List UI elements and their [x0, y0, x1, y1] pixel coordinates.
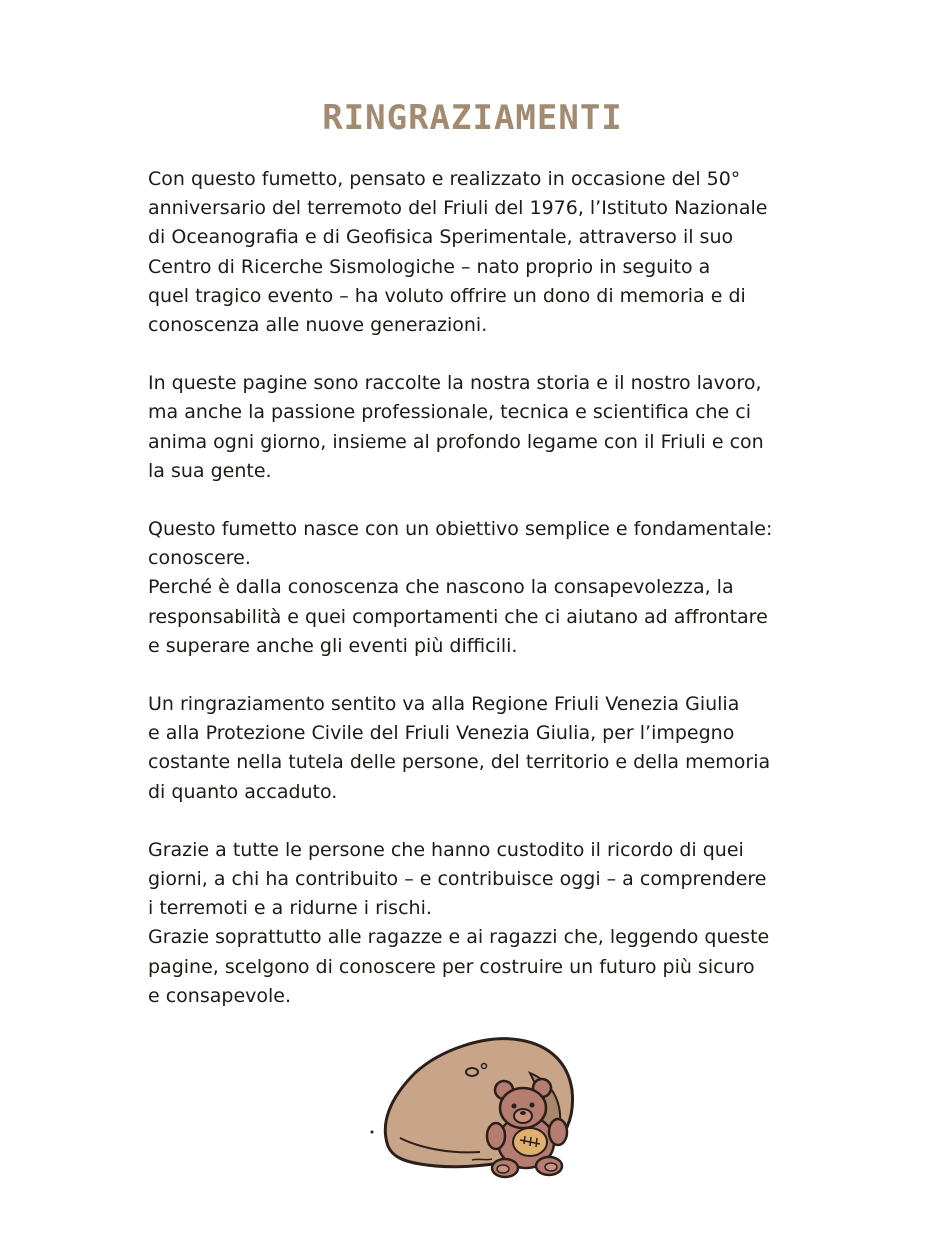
- text-line: In queste pagine sono raccolte la nostra storia e il nostro lavoro,: [148, 372, 762, 395]
- text-line: Grazie a tutte le persone che hanno custodito il ricordo di quei: [148, 838, 744, 861]
- bear-foot-pad-left: [497, 1165, 509, 1173]
- bear-arm-left: [487, 1123, 505, 1149]
- rock-teddy-svg: [360, 1028, 590, 1188]
- text-line: anniversario del terremoto del Friuli del 1976, l’Istituto Nazionale: [148, 197, 768, 220]
- text-line: conoscere.: [148, 547, 251, 570]
- bear-arm-right: [549, 1119, 567, 1145]
- text-line: giorni, a chi ha contribuito – e contribuisce oggi – a comprendere: [148, 868, 767, 891]
- text-line: Centro di Ricerche Sismologiche – nato proprio in seguito a: [148, 255, 711, 278]
- page-title: RINGRAZIAMENTI: [322, 98, 623, 138]
- ground-line: [472, 1159, 492, 1160]
- paragraph-4: [148, 690, 800, 807]
- text-line: Con questo fumetto, pensato e realizzato in occasione del 50°: [148, 168, 741, 190]
- paragraph-5: [148, 836, 800, 1011]
- text-line: costante nella tutela delle persone, del territorio e della memoria: [148, 751, 771, 774]
- text-line: responsabilità e quei comportamenti che ci aiutano ad affrontare: [148, 605, 768, 628]
- rock-with-teddy-bear-illustration: [360, 1028, 590, 1188]
- text-line: Perché è dalla conoscenza che nascono la consapevolezza, la: [148, 576, 734, 599]
- text-line: quel tragico evento – ha voluto offrire un dono di memoria e di: [148, 284, 746, 307]
- text-line: la sua gente.: [148, 459, 272, 482]
- text-line: Un ringraziamento sentito va alla Regione Friuli Venezia Giulia: [148, 693, 740, 716]
- text-line: ma anche la passione professionale, tecnica e scientifica che ci: [148, 401, 752, 424]
- text-line: e superare anche gli eventi più difficili.: [148, 634, 518, 657]
- text-line: di quanto accaduto.: [148, 780, 338, 803]
- text-line: di Oceanografia e di Geofisica Sperimentale, attraverso il suo: [148, 226, 734, 249]
- bear-eye-right: [530, 1103, 535, 1108]
- text-line: Grazie soprattutto alle ragazze e ai ragazzi che, leggendo queste: [148, 926, 770, 949]
- text-line: i terremoti e a ridurne i rischi.: [148, 897, 432, 920]
- text-line: e alla Protezione Civile del Friuli Venezia Giulia, per l’impegno: [148, 722, 735, 745]
- text-line: Questo fumetto nasce con un obiettivo semplice e fondamentale:: [148, 518, 773, 541]
- text-line: e consapevole.: [148, 984, 292, 1007]
- bear-foot-pad-right: [545, 1163, 557, 1171]
- bear-eye-left: [512, 1104, 517, 1109]
- text-line: conoscenza alle nuove generazioni.: [148, 314, 488, 337]
- acknowledgements-body: [148, 165, 800, 1040]
- dust-dot: [371, 1131, 374, 1134]
- bear-nose: [520, 1111, 526, 1115]
- paragraph-2: [148, 369, 800, 486]
- paragraph-1: [148, 165, 800, 340]
- text-line: anima ogni giorno, insieme al profondo legame con il Friuli e con: [148, 430, 764, 453]
- text-line: pagine, scelgono di conoscere per costruire un futuro più sicuro: [148, 955, 755, 978]
- paragraph-3: [148, 515, 800, 661]
